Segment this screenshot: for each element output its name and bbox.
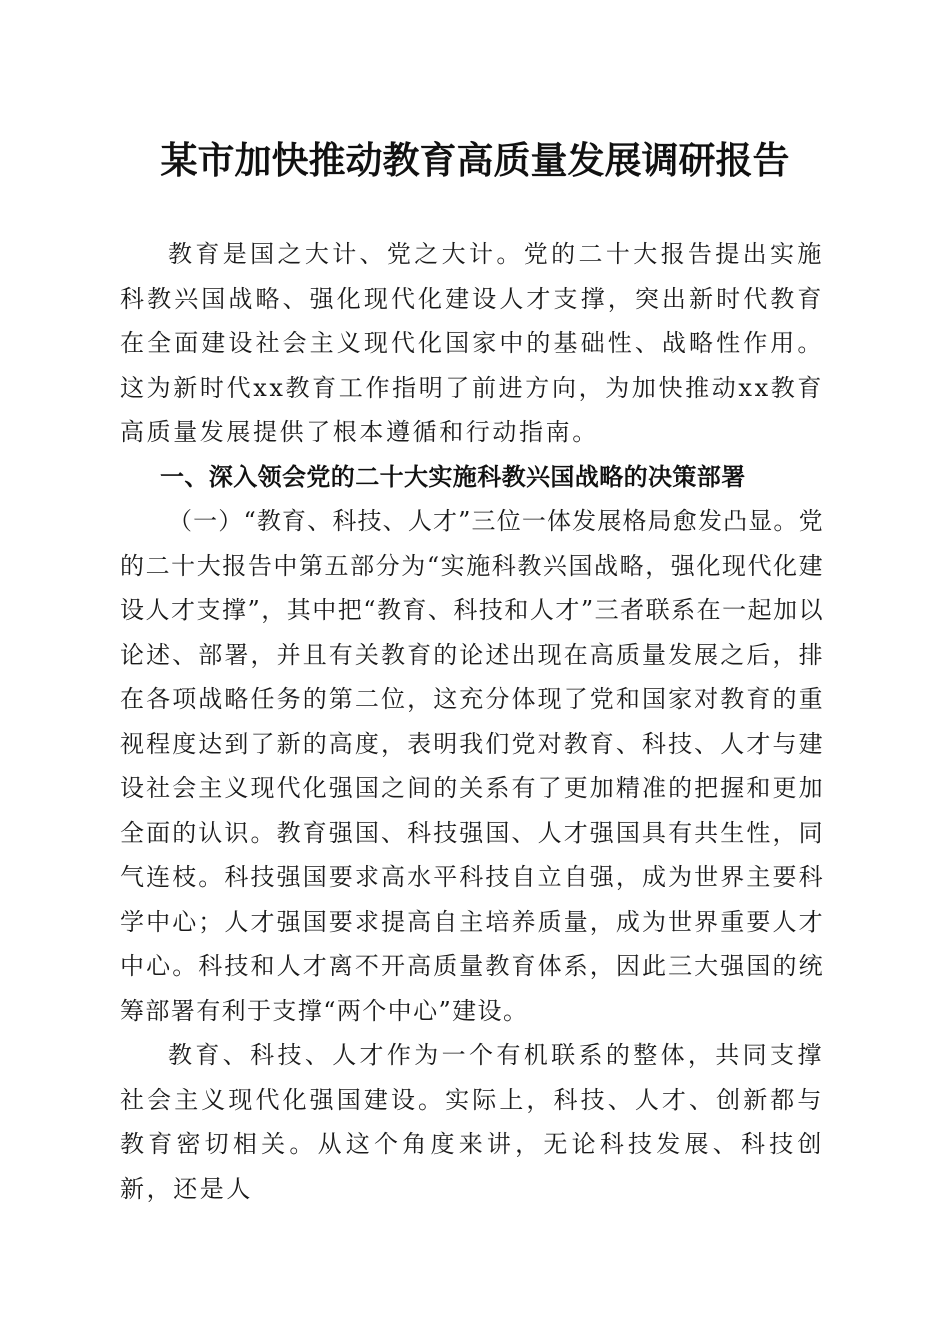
- subsection-paragraph-1: [120, 499, 824, 1033]
- subsection-body-1: 党的二十大报告中第五部分为“实施科教兴国战略，强化现代化建设人才支撑”，其中把“教育、科技和人才”三者联系在一起加以论述、部署，并且有关教育的论述出现在高质量发展之后，排在各项战略任务的第二位，这充分体现了党和国家对教育的重视程度达到了新的高度，表明我们党对教育、科技、人才与建设社会主义现代化强国之间的关系有了更加精准的把握和更加全面的认识。教育强国、科技强国、人才强国具有共生性，同气连枝。科技强国要求高水平科技自立自强，成为世界主要科学中心；人才强国要求提高自主培养质量，成为世界重要人才中心。科技和人才离不开高质量教育体系，因此三大强国的统筹部署有利于支撑“两个中心”建设。: [120, 507, 824, 1025]
- document-title: 某市加快推动教育高质量发展调研报告: [160, 138, 790, 182]
- section-heading-1: 一、深入领会党的二十大实施科教兴国战略的决策部署: [160, 462, 746, 491]
- body-paragraph-3: 教育、科技、人才作为一个有机联系的整体，共同支撑社会主义现代化强国建设。实际上，科技、人才、创新都与教育密切相关。从这个角度来讲，无论科技发展、科技创新，还是人: [120, 1041, 824, 1203]
- document-body: [120, 232, 824, 1211]
- subsection-lead-1: （一）“教育、科技、人才”三位一体发展格局愈发凸显。: [168, 507, 799, 535]
- intro-paragraph: 教育是国之大计、党之大计。党的二十大报告提出实施科教兴国战略、强化现代化建设人才支撑，突出新时代教育在全面建设社会主义现代化国家中的基础性、战略性作用。这为新时代xx教育工作指明了前进方向，为加快推动xx教育高质量发展提供了根本遵循和行动指南。: [120, 240, 824, 446]
